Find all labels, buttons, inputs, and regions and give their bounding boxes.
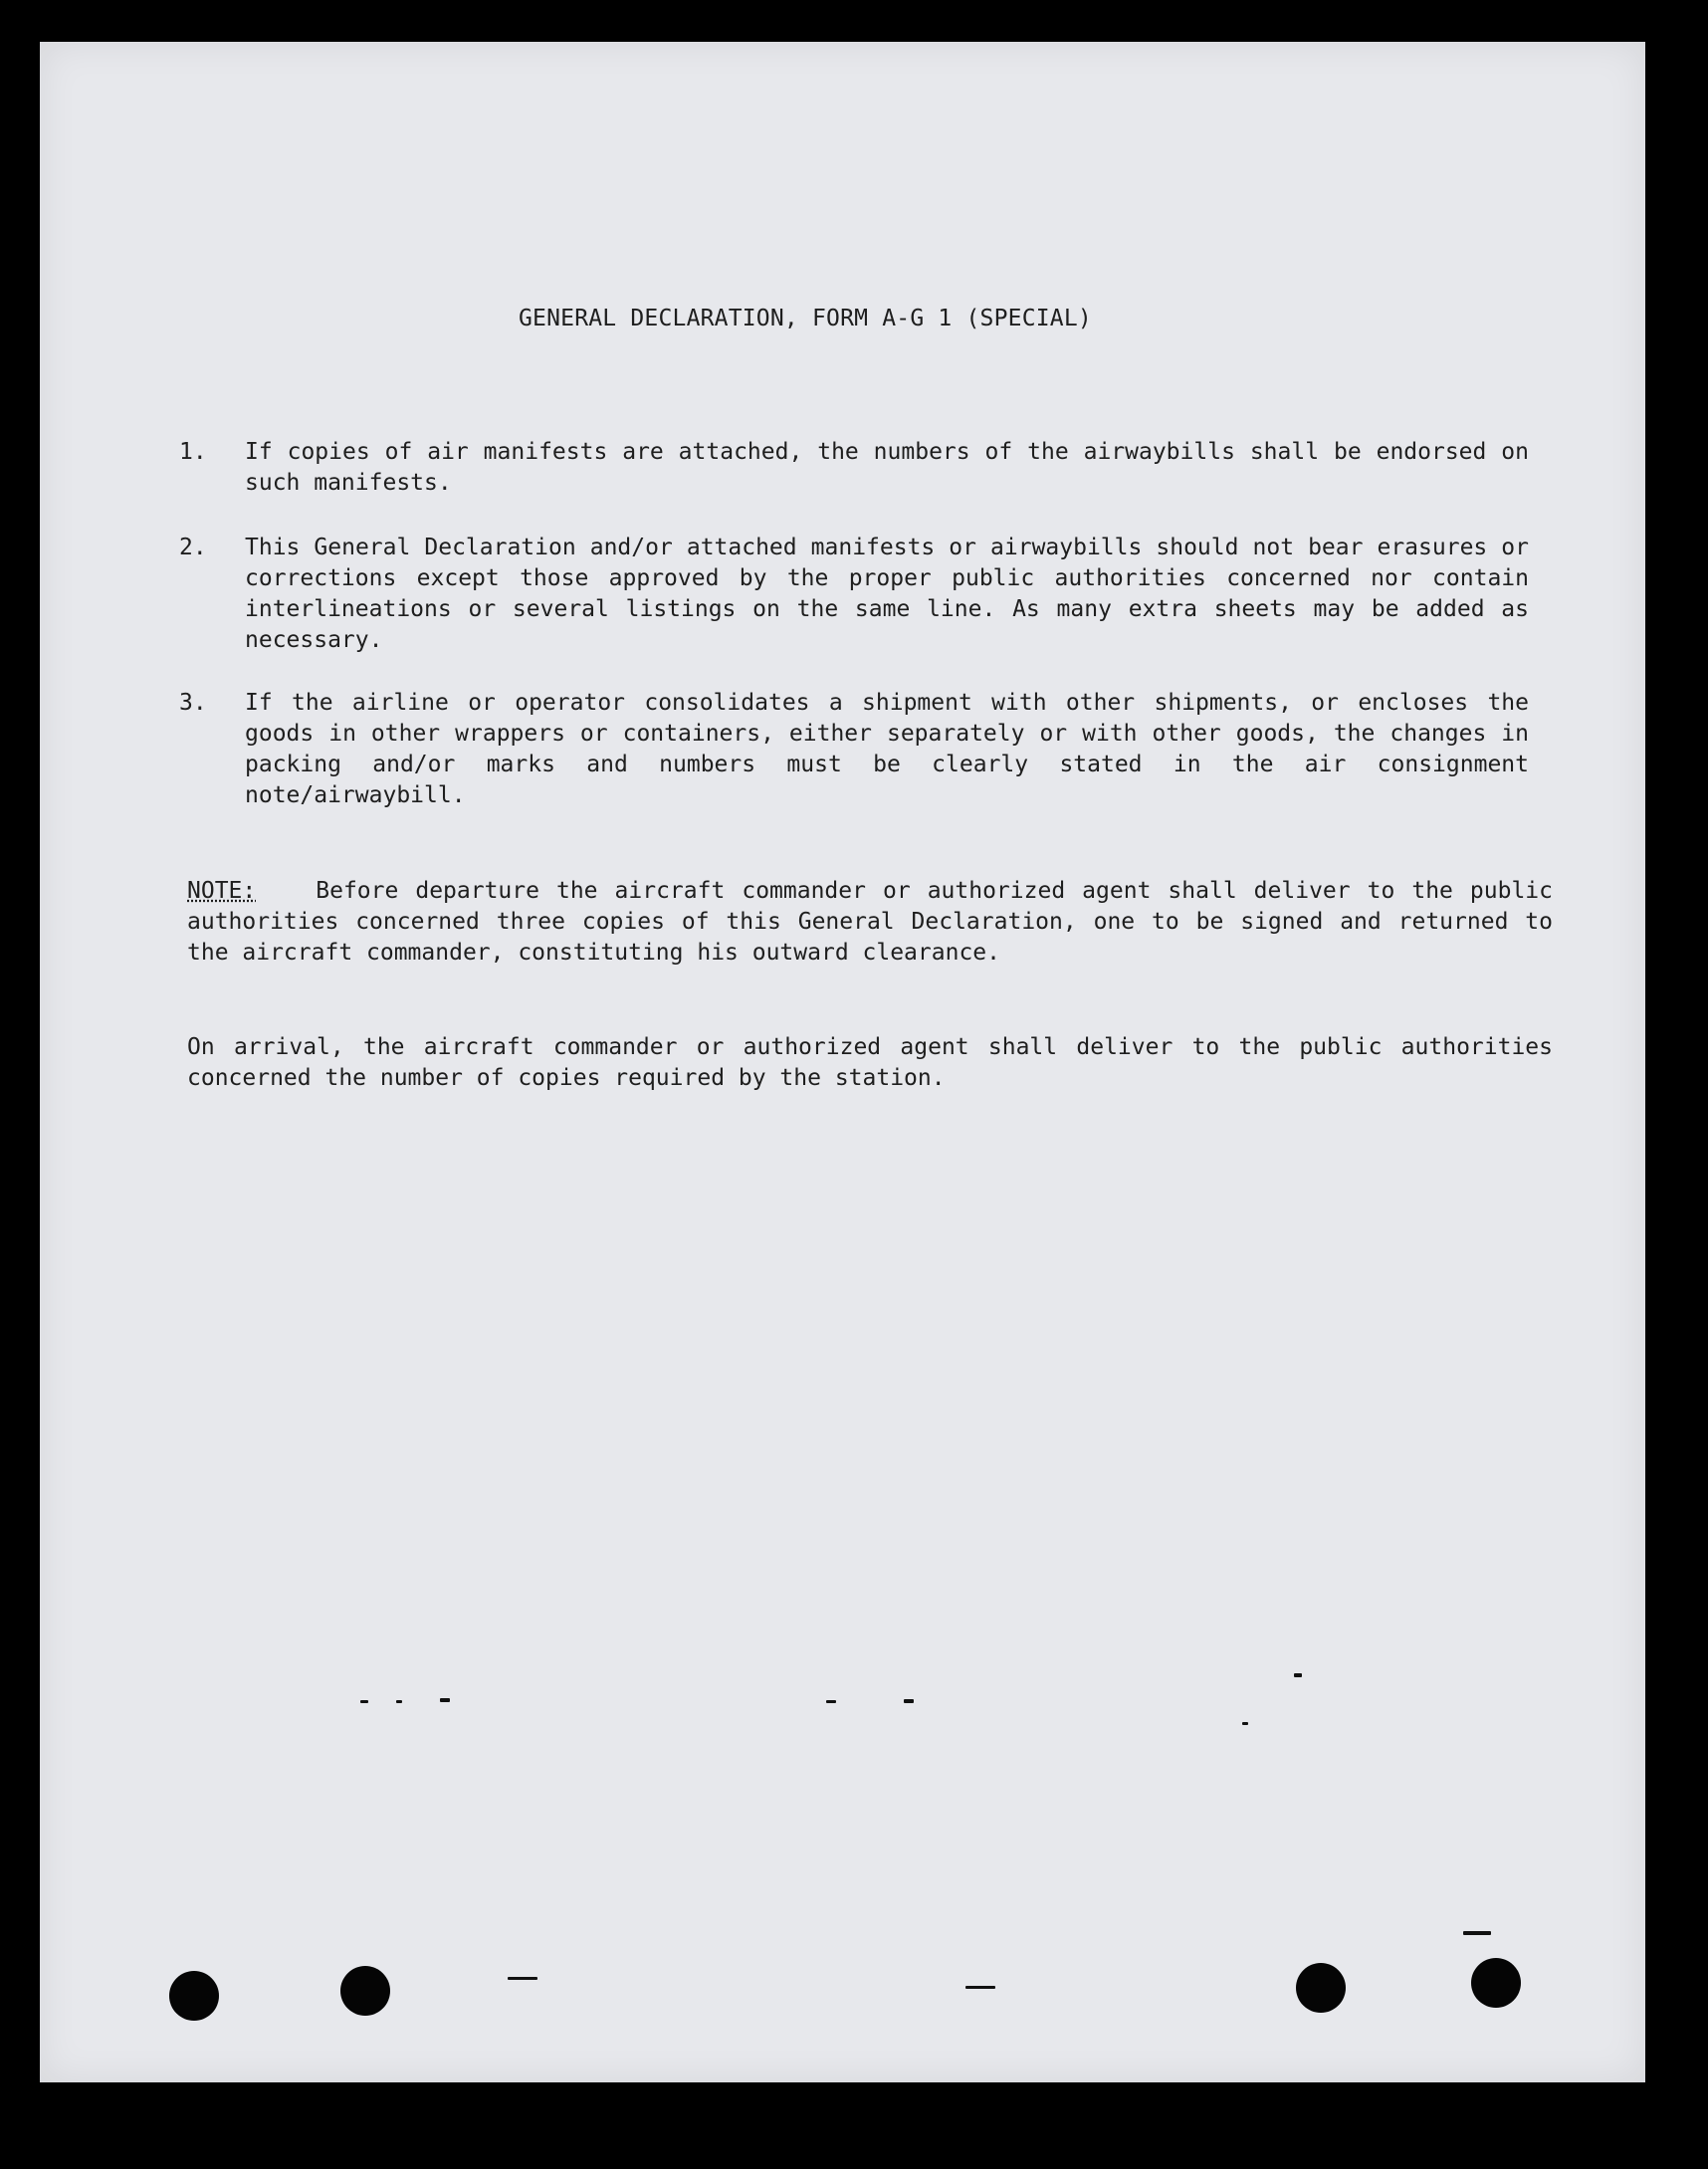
note-label: NOTE: [187, 878, 257, 904]
scan-speck [826, 1700, 836, 1703]
scan-speck [1294, 1673, 1302, 1677]
item-text: If the airline or operator consolidates a shipment with other shipments, or encloses the goods in other wrappers or containers, either separately or with other goods, the changes in packing and/or marks and numbers must be clearly stated in the air consignment note/airwaybill. [245, 690, 1529, 808]
punch-hole [169, 1971, 219, 2021]
item-text: If copies of air manifests are attached, the numbers of the airwaybills shall be endorsed on such manifests. [245, 439, 1529, 496]
document-page [40, 42, 1645, 2082]
scan-speck [360, 1700, 368, 1703]
item-number: 2. [179, 535, 207, 560]
scan-speck [1463, 1931, 1491, 1935]
document-title: GENERAL DECLARATION, FORM A-G 1 (SPECIAL) [519, 306, 1092, 331]
scan-speck [396, 1700, 402, 1703]
item-text: This General Declaration and/or attached manifests or airwaybills should not bear erasures or corrections except those approved by the proper public authorities concerned nor contain interlineations or several listings on the same line. As many extra sheets may be added as necessary. [245, 535, 1529, 653]
scan-speck [508, 1977, 537, 1980]
punch-hole [1471, 1958, 1521, 2008]
scan-speck [965, 1986, 995, 1989]
note-paragraph [187, 876, 1553, 969]
item-number: 3. [179, 690, 207, 716]
punch-hole [340, 1966, 390, 2016]
scan-speck [1242, 1722, 1248, 1725]
item-number: 1. [179, 439, 207, 465]
note-text: Before departure the aircraft commander or authorized agent shall deliver to the public authorities concerned three copies of this General Declaration, one to be signed and returned to the aircraft commander, constituting his outward clearance. [187, 878, 1553, 966]
punch-hole [1296, 1963, 1346, 2013]
scan-speck [904, 1699, 914, 1703]
arrival-paragraph: On arrival, the aircraft commander or authorized agent shall deliver to the public authorities concerned the number of copies required by the station. [187, 1034, 1553, 1091]
scan-speck [440, 1698, 450, 1702]
